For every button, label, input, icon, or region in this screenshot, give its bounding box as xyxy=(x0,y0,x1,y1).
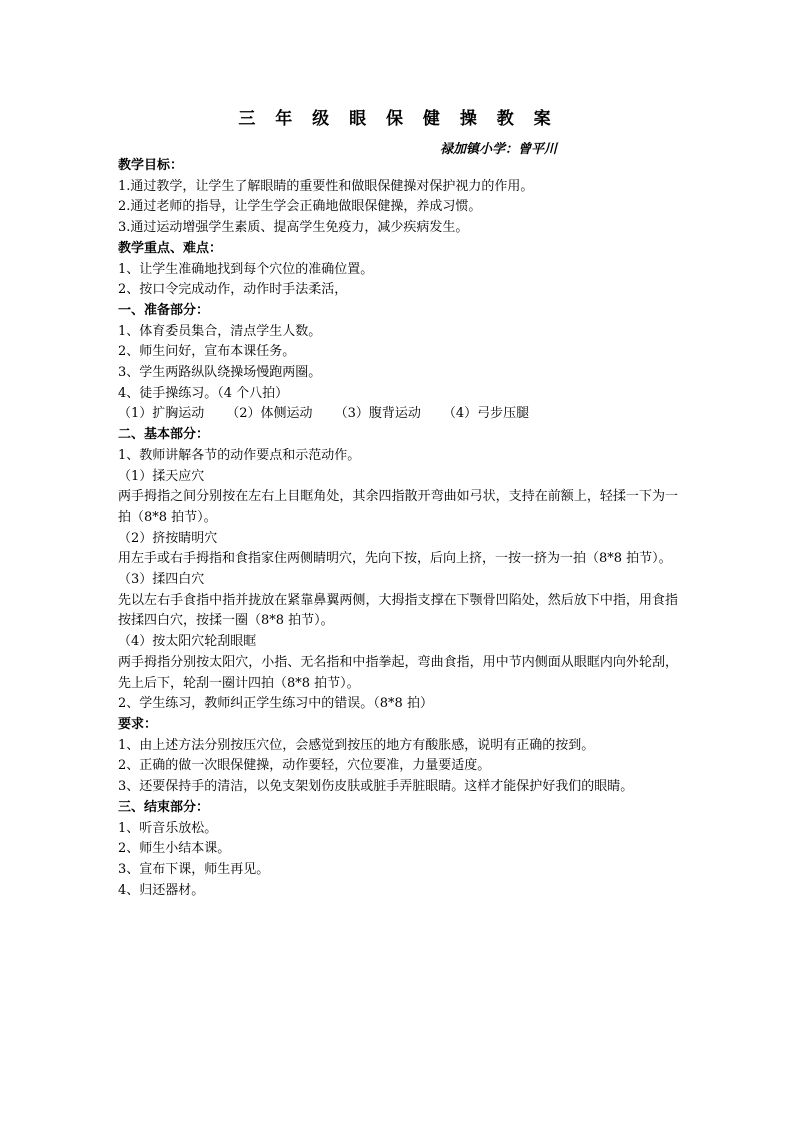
text-line: 3、宣布下课，师生再见。 xyxy=(118,861,270,877)
text-line: 2、师生小结本课。 xyxy=(118,841,231,857)
paragraph: 两手拇指分别按太阳穴，小指、无名指和中指拳起，弯曲食指，用中节内侧面从眼眶内向外轮刮，先上后下，轮刮一圈计四拍（8*8 拍节）。 xyxy=(118,654,678,691)
section-heading: 教学目标： xyxy=(118,158,184,173)
exercise-item: （2）体侧运动 xyxy=(226,406,313,422)
text-line: （1）揉天应穴 xyxy=(118,468,205,484)
section-heading: 一、准备部分： xyxy=(118,302,210,318)
text-line: 4、归还器材。 xyxy=(118,882,205,898)
exercise-item: （3）腹背运动 xyxy=(334,406,421,422)
section-heading: 要求： xyxy=(118,716,158,732)
text-line: 1、体育委员集合，清点学生人数。 xyxy=(118,323,322,339)
text-line: 2、师生问好，宣布本课任务。 xyxy=(118,344,296,360)
author-line: 禄加镇小学：曾平川 xyxy=(440,142,558,157)
text-line: 1、让学生准确地找到每个穴位的准确位置。 xyxy=(118,261,374,277)
text-line: 1.通过教学，让学生了解眼睛的重要性和做眼保健操对保护视力的作用。 xyxy=(118,178,534,194)
page-title: 三 年 级 眼 保 健 操 教 案 xyxy=(238,109,558,129)
text-line: （3）揉四白穴 xyxy=(118,572,205,588)
text-line: 1、听音乐放松。 xyxy=(118,820,218,836)
paragraph: 先以左右手食指中指并拢放在紧靠鼻翼两侧，大拇指支撑在下颚骨凹陷处，然后放下中指，用食指按揉四白穴，按揉一圈（8*8 拍节）。 xyxy=(118,592,678,629)
exercise-item: （1）扩胸运动 xyxy=(118,406,205,422)
exercise-list xyxy=(118,404,678,425)
text-line: （4）按太阳穴轮刮眼眶 xyxy=(118,634,257,650)
document-page xyxy=(118,106,678,898)
text-line: 1、由上述方法分别按压穴位，会感觉到按压的地方有酸胀感，说明有正确的按到。 xyxy=(118,737,595,753)
text-line: 3.通过运动增强学生素质、提高学生免疫力，减少疾病发生。 xyxy=(118,220,469,236)
text-line: 2、按口令完成动作，动作时手法柔活， xyxy=(118,282,348,298)
paragraph: 用左手或右手拇指和食指家住两侧睛明穴，先向下按，后向上挤，一按一挤为一拍（8*8 拍节）。 xyxy=(118,551,672,567)
text-line: 3、学生两路纵队绕操场慢跑两圈。 xyxy=(118,365,322,381)
paragraph: 两手拇指之间分别按在左右上目眶角处，其余四指散开弯曲如弓状，支持在前额上，轻揉一下为一拍（8*8 拍节）。 xyxy=(118,489,678,525)
text-line: 3、还要保持手的清洁，以免支架划伤皮肤或脏手弄脏眼睛。这样才能保护好我们的眼睛。 xyxy=(118,779,634,795)
text-line: 2、学生练习，教师纠正学生练习中的错误。（8*8 拍） xyxy=(118,696,433,712)
text-line: 2.通过老师的指导，让学生学会正确地做眼保健操，养成习惯。 xyxy=(118,199,482,215)
section-heading: 三、结束部分： xyxy=(118,799,210,815)
text-line: 4、徒手操练习。（4 个八拍） xyxy=(118,385,289,401)
document-body xyxy=(118,156,678,901)
text-line: 1、教师讲解各节的动作要点和示范动作。 xyxy=(118,447,361,463)
exercise-item: （4）弓步压腿 xyxy=(442,406,530,422)
section-heading: 教学重点、难点： xyxy=(118,240,223,256)
section-heading: 二、基本部分： xyxy=(118,427,210,443)
text-line: （2）挤按睛明穴 xyxy=(118,530,218,546)
text-line: 2、正确的做一次眼保健操，动作要轻，穴位要准，力量要适度。 xyxy=(118,758,491,774)
